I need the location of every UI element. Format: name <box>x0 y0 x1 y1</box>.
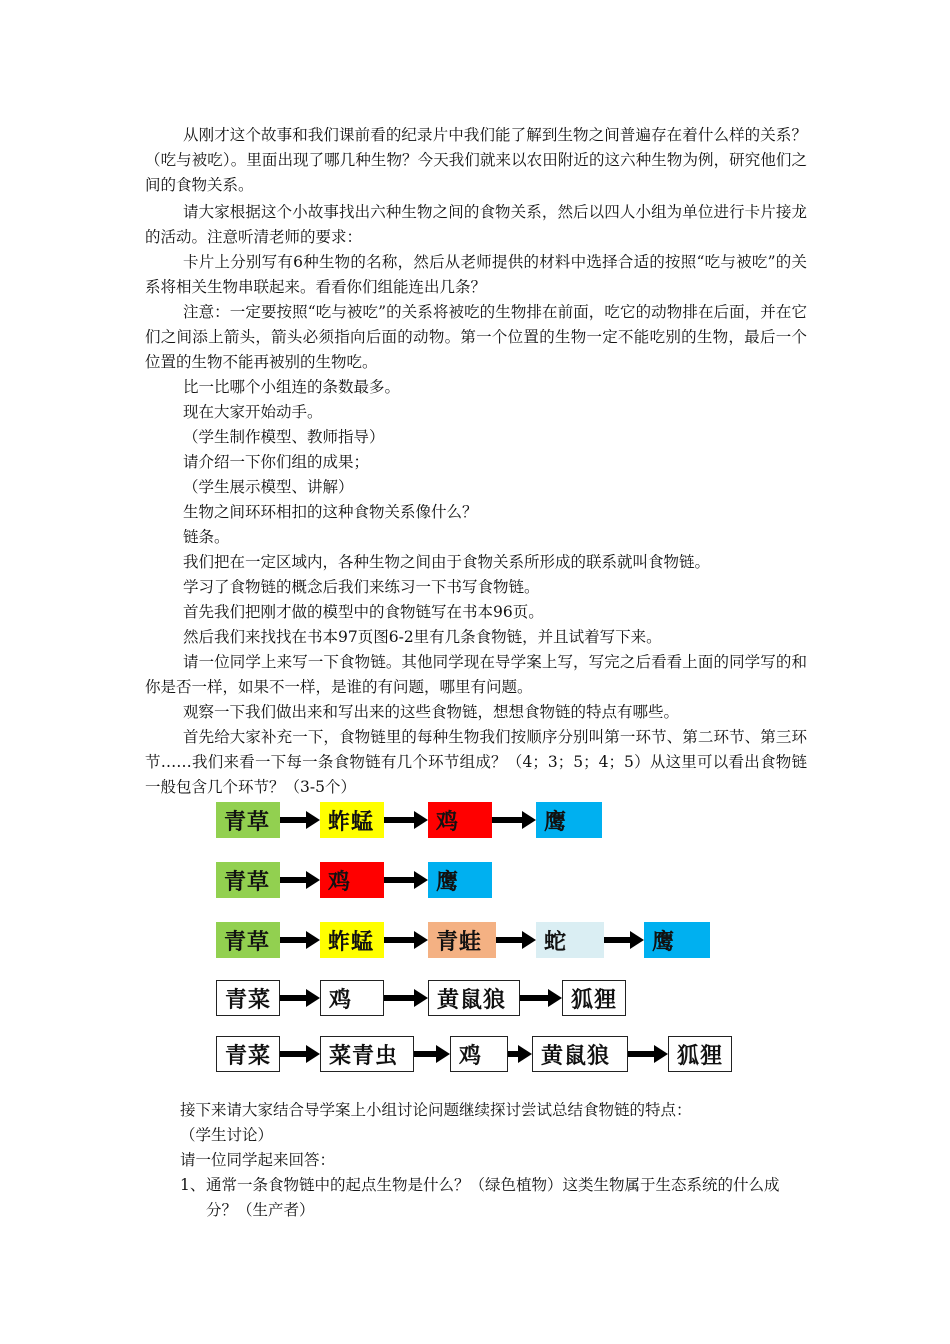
paragraph-ask: 请一位同学起来回答： <box>180 1151 336 1169</box>
arrow-icon <box>384 988 428 1008</box>
paragraph-answer: 链条。 <box>183 528 230 546</box>
paragraph-find-97: 然后我们来找找在书本97页图6-2里有几条食物链，并且试着写下来。 <box>183 628 662 646</box>
arrow-icon <box>384 810 428 830</box>
food-chain-row <box>216 922 756 962</box>
arrow-icon <box>280 930 320 950</box>
organism-card: 青草 <box>216 862 280 898</box>
organism-card: 蛇 <box>536 922 604 958</box>
paragraph-observe: 观察一下我们做出来和写出来的这些食物链，想想食物链的特点有哪些。 <box>183 703 680 721</box>
arrow-icon <box>492 810 536 830</box>
paragraph-card-rules: 卡片上分别写有6种生物的名称，然后从老师提供的材料中选择合适的按照“吃与被吃”的关系将相关生物串联起来。看看你们组能连出几条？ <box>145 253 807 296</box>
food-chain-row <box>216 1036 756 1076</box>
paragraph-student-model: （学生制作模型、教师指导） <box>183 428 385 446</box>
list-number: 1、 <box>180 1176 206 1194</box>
food-chain-row <box>216 802 756 842</box>
organism-card: 青草 <box>216 922 280 958</box>
organism-card: 蚱蜢 <box>320 802 384 838</box>
organism-card: 狐狸 <box>668 1036 732 1072</box>
arrow-icon <box>280 870 320 890</box>
paragraph-instructions: 请大家根据这个小故事找出六种生物之间的食物关系，然后以四人小组为单位进行卡片接龙的活动。注意听清老师的要求： <box>145 203 807 246</box>
arrow-icon <box>414 1044 450 1064</box>
paragraph-compare: 比一比哪个小组连的条数最多。 <box>183 378 401 396</box>
organism-card: 黄鼠狼 <box>428 980 520 1016</box>
organism-card: 鸡 <box>450 1036 508 1072</box>
arrow-icon <box>604 930 644 950</box>
organism-card: 菜青虫 <box>320 1036 414 1072</box>
paragraph-intro: 从刚才这个故事和我们课前看的纪录片中我们能了解到生物之间普遍存在着什么样的关系？（吃与被吃）。里面出现了哪几种生物？今天我们就来以农田附近的这六种生物为例，研究他们之间的食物关系。 <box>145 126 807 194</box>
paragraph-introduce: 请介绍一下你们组的成果； <box>183 453 370 471</box>
paragraph-discuss: 接下来请大家结合导学案上小组讨论问题继续探讨尝试总结食物链的特点： <box>180 1101 692 1119</box>
organism-card: 鹰 <box>644 922 710 958</box>
organism-card: 鸡 <box>428 802 492 838</box>
organism-card: 青菜 <box>216 1036 280 1072</box>
organism-card: 鹰 <box>428 862 492 898</box>
paragraph-definition: 我们把在一定区域内，各种生物之间由于食物关系所形成的联系就叫食物链。 <box>183 553 711 571</box>
organism-card: 鸡 <box>320 980 384 1016</box>
arrow-icon <box>508 1044 532 1064</box>
paragraph-start: 现在大家开始动手。 <box>183 403 323 421</box>
paragraph-question: 生物之间环环相扣的这种食物关系像什么？ <box>183 503 478 521</box>
arrow-icon <box>496 930 536 950</box>
paragraph-note: 注意：一定要按照“吃与被吃”的关系将被吃的生物排在前面，吃它的动物排在后面，并在它们之间添上箭头，箭头必须指向后面的动物。第一个位置的生物一定不能吃别的生物，最后一个位置的生物不能再被别的生物吃。 <box>145 303 807 371</box>
arrow-icon <box>280 988 320 1008</box>
organism-card: 蚱蜢 <box>320 922 384 958</box>
organism-card: 狐狸 <box>562 980 626 1016</box>
organism-card: 黄鼠狼 <box>532 1036 628 1072</box>
organism-card: 青草 <box>216 802 280 838</box>
food-chain-row <box>216 980 756 1020</box>
paragraph-links: 首先给大家补充一下，食物链里的每种生物我们按顺序分别叫第一环节、第二环节、第三环节……我们来看一下每一条食物链有几个环节组成？（4；3；5；4；5）从这里可以看出食物链一般包含几个环节？（3-5个） <box>145 728 807 796</box>
organism-card: 鸡 <box>320 862 384 898</box>
arrow-icon <box>628 1044 668 1064</box>
list-text: 通常一条食物链中的起点生物是什么？（绿色植物）这类生物属于生态系统的什么成分？（生产者） <box>206 1176 780 1219</box>
food-chain-row <box>216 862 756 902</box>
paragraph-student-discuss: （学生讨论） <box>180 1126 274 1144</box>
arrow-icon <box>280 1044 320 1064</box>
paragraph-board: 请一位同学上来写一下食物链。其他同学现在导学案上写，写完之后看看上面的同学写的和你是否一样，如果不一样，是谁的有问题，哪里有问题。 <box>145 653 807 696</box>
arrow-icon <box>384 930 428 950</box>
organism-card: 青蛙 <box>428 922 496 958</box>
arrow-icon <box>520 988 562 1008</box>
organism-card: 青菜 <box>216 980 280 1016</box>
list-item-1 <box>180 1173 800 1223</box>
paragraph-write-96: 首先我们把刚才做的模型中的食物链写在书本96页。 <box>183 603 544 621</box>
organism-card: 鹰 <box>536 802 602 838</box>
arrow-icon <box>384 870 428 890</box>
paragraph-practice: 学习了食物链的概念后我们来练习一下书写食物链。 <box>183 578 540 596</box>
arrow-icon <box>280 810 320 830</box>
paragraph-student-show: （学生展示模型、讲解） <box>183 478 354 496</box>
